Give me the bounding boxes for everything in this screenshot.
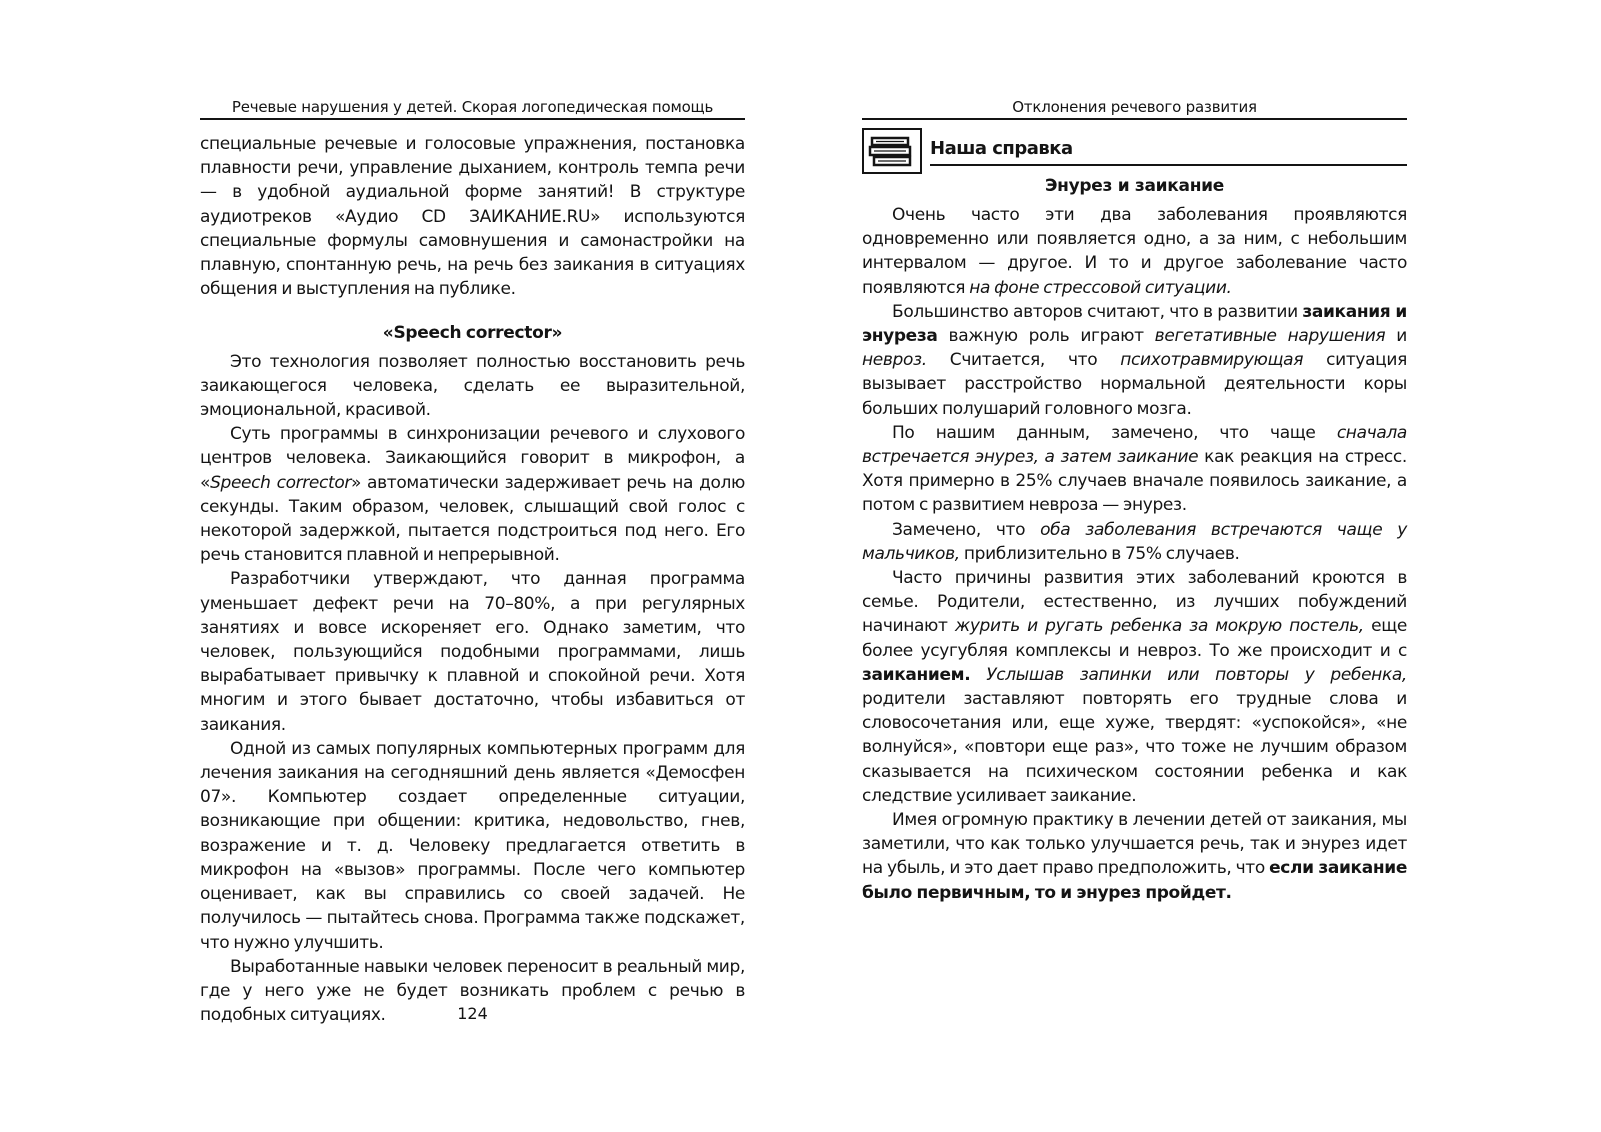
left-body-text [200, 132, 745, 1027]
paragraph: Одной из самых популярных компьютерных программ для лечения заикания на сегодняшний день является «Демосфен 07». Компьютер создает определенные ситуации, возникающие при общении: критика, недовольство, гнев, возражение и т. д. Человеку предлагается ответить в микрофон на «вызов» программы. После чего компьютер оценивает, как вы справились со своей задачей. Не получилось — пытайтесь снова. Программа также подскажет, что нужно улучшить. [200, 738, 745, 953]
books-icon [862, 128, 922, 174]
paragraph: Большинство авторов считают, что в развитии заикания и энуреза важную роль играют вегетативные нарушения и невроз. Считается, что психотравмирующая ситуация вызывает расстройство нормальной деятельности коры больших полушарий головного мозга. [862, 301, 1407, 419]
paragraph: Имея огромную практику в лечении детей от заикания, мы заметили, что как только улучшается речь, так и энурез идет на убыль, и это дает право предположить, что если заикание было первичным, то и энурез пройдет. [862, 810, 1408, 903]
paragraph: Часто причины развития этих заболеваний кроются в семье. Родители, естественно, из лучших побуждений начинают журить и ругать ребенка за мокрую постель, еще более усугубляя комплексы и невроз. То же происходит и с заиканием. Услышав запинки или повторы у ребенка, родители заставляют повторять его трудные слова и словосочетания или, еще хуже, твердят: «успокойся», «не волнуйся», «повтори еще раз», что тоже не лучшим образом сказывается на психическом состоянии ребенка и как следствие усиливает заикание. [862, 568, 1408, 806]
paragraph: Очень часто эти два заболевания проявляются одновременно или появляется одно, а за ним, с небольшим интервалом — другое. И то и другое заболевание часто появляются на фоне стрессовой ситуации. [862, 205, 1407, 298]
paragraph: Суть программы в синхронизации речевого и слухового центров человека. Заикающийся говорит в микрофон, а «Speech corrector» автоматически задерживает речь на долю секунды. Таким образом, человек, слышащий свой голос с некоторой задержкой, пытается подстроиться под него. Его речь становится плавной и непрерывной. [200, 424, 745, 566]
paragraph: Выработанные навыки человек переносит в реальный мир, где у него уже не будет возникать проблем с речью в подобных ситуациях. [200, 956, 745, 1026]
running-head: Отклонения речевого развития [1012, 98, 1257, 116]
reference-box-rule [930, 164, 1407, 166]
paragraph: Это технология позволяет полностью восстановить речь заикающегося человека, сделать ее выразительной, эмоциональной, красивой. [200, 351, 745, 421]
running-head: Речевые нарушения у детей. Скорая логопедическая помощь [231, 98, 714, 116]
paragraph: специальные речевые и голосовые упражнения, постановка плавности речи, управление дыханием, контроль темпа речи — в удобной аудиальной форме занятий! В структуре аудиотреков «Аудио CD ЗАИКАНИЕ.RU» используются специальные формулы самовнушения и самонастройки на плавную, спонтанную речь, на речь без заикания в ситуациях общения и выступления на публике. [200, 134, 745, 300]
paragraph: Разработчики утверждают, что данная программа уменьшает дефект речи на 70–80%, а при регулярных занятиях и вовсе искореняет его. Однако заметим, что человек, пользующийся подобными программами, лишь вырабатывает привычку к плавной и спокойной речи. Хотя многим и этого бывает достаточно, чтобы избавиться от заикания. [200, 569, 745, 735]
header-rule [200, 118, 745, 120]
header-rule [862, 118, 1407, 120]
page-number: 124 [457, 1004, 488, 1023]
subheading: «Speech corrector» [382, 323, 563, 344]
paragraph: Замечено, что оба заболевания встречаются чаще у мальчиков, приблизительно в 75% случаев. [862, 519, 1407, 564]
right-body-text [862, 203, 1407, 905]
paragraph: По нашим данным, замечено, что чаще сначала встречается энурез, а затем заикание как реакция на стресс. Хотя примерно в 25% случаев вначале появилось заикание, а потом с развитием невроза — энурез. [862, 422, 1407, 516]
reference-box-title: Наша справка [930, 138, 1073, 159]
reference-box-header [862, 128, 1407, 180]
section-title: Энурез и заикание [1045, 176, 1224, 196]
